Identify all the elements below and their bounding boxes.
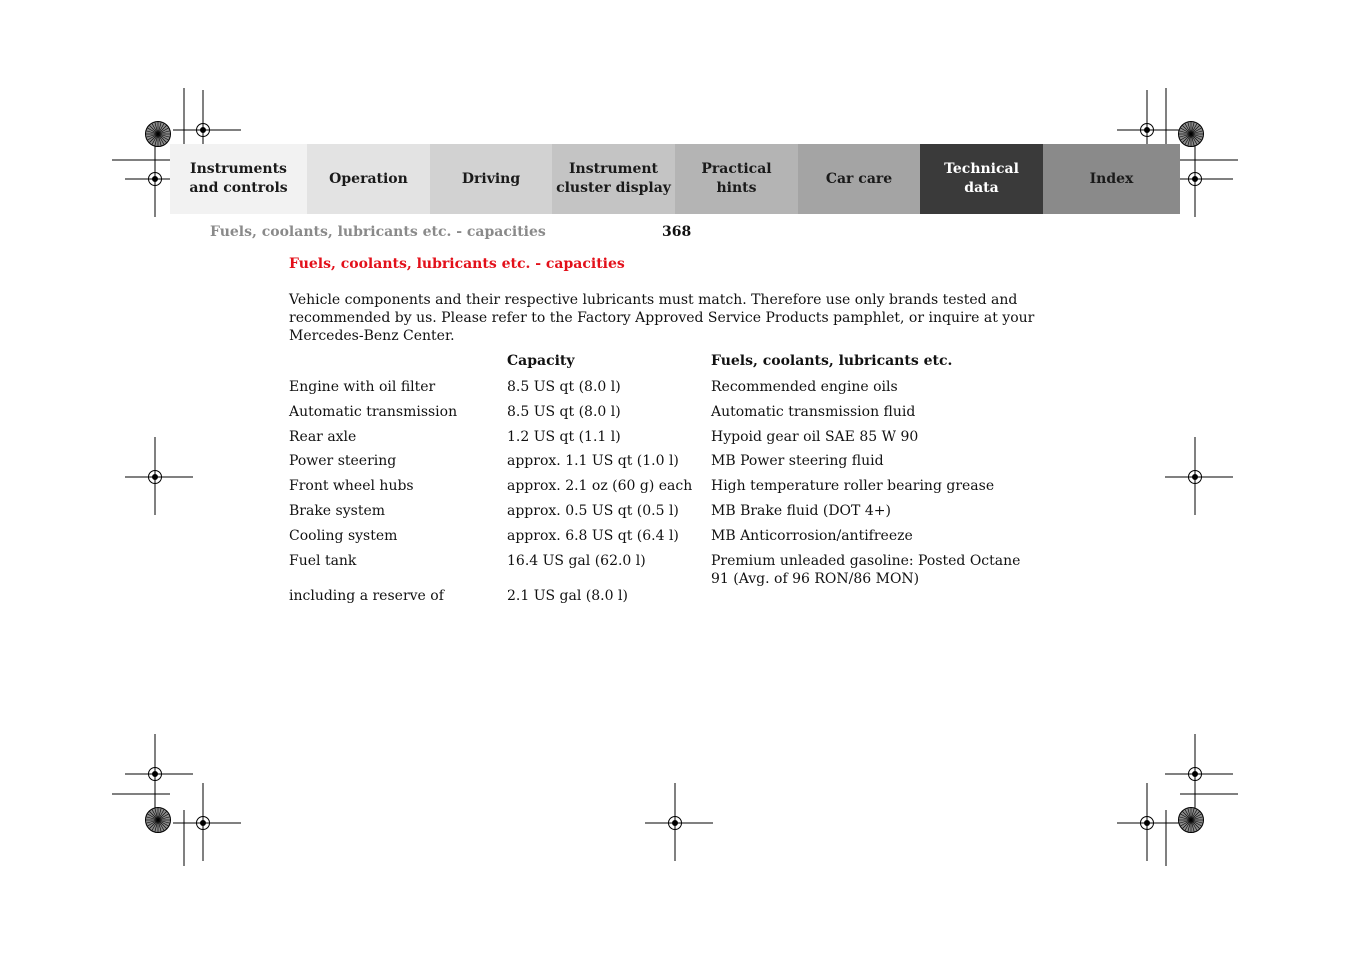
tab-index[interactable] [1043, 144, 1180, 214]
cell-component: including a reserve of [289, 588, 444, 604]
cell-fluid: High temperature roller bearing grease [711, 478, 995, 494]
tab-instrument-cluster-display[interactable] [552, 144, 675, 214]
cell-component: Brake system [289, 503, 386, 519]
cell-component: Rear axle [289, 429, 357, 445]
cell-capacity: 8.5 US qt (8.0 l) [507, 379, 621, 395]
cell-component: Front wheel hubs [289, 478, 414, 494]
cell-fluid: Recommended engine oils [711, 379, 898, 395]
cell-capacity: 2.1 US gal (8.0 l) [507, 588, 628, 604]
tab-label-line1: Operation [329, 170, 408, 187]
tab-label-line2: and controls [189, 180, 288, 196]
cell-fluid: MB Anticorrosion/antifreeze [711, 528, 913, 544]
cell-fluid: Automatic transmission fluid [711, 404, 916, 420]
page-number: 368 [662, 224, 692, 240]
running-header-title: Fuels, coolants, lubricants etc. - capacities [210, 224, 546, 240]
tab-operation[interactable] [307, 144, 430, 214]
tab-label-line1: Index [1089, 170, 1134, 187]
cell-fluid: Premium unleaded gasoline: Posted Octane 91 (Avg. of 96 RON/86 MON) [711, 553, 1021, 587]
column-header-fluid: Fuels, coolants, lubricants etc. [711, 353, 953, 369]
cell-capacity: approx. 1.1 US qt (1.0 l) [507, 453, 679, 469]
cell-capacity: 1.2 US qt (1.1 l) [507, 429, 621, 445]
cell-component: Fuel tank [289, 553, 357, 569]
tab-label-line1: Car care [825, 170, 893, 187]
cell-capacity: approx. 6.8 US qt (6.4 l) [507, 528, 679, 544]
cell-component: Cooling system [289, 528, 398, 544]
cell-capacity: approx. 2.1 oz (60 g) each [507, 478, 693, 494]
cell-component: Power steering [289, 453, 397, 469]
tab-practical-hints[interactable] [675, 144, 798, 214]
tab-driving[interactable] [430, 144, 552, 214]
cell-capacity: 16.4 US gal (62.0 l) [507, 553, 646, 569]
cell-fluid: MB Brake fluid (DOT 4+) [711, 503, 891, 519]
tab-label-line1: Technical [944, 161, 1019, 177]
cell-fluid: Hypoid gear oil SAE 85 W 90 [711, 429, 919, 445]
intro-paragraph: Vehicle components and their respective lubricants must match. Therefore use only brands tested and recommended by us. Please refer to the Factory Approved Service Products pamphlet, or inquire at your Mercedes-Benz Center. [289, 292, 1035, 344]
column-header-capacity: Capacity [507, 353, 575, 369]
cell-capacity: 8.5 US qt (8.0 l) [507, 404, 621, 420]
tab-instruments-and-controls[interactable] [170, 144, 307, 214]
tab-car-care[interactable] [798, 144, 920, 214]
tab-label-line2: data [964, 180, 999, 196]
tab-label-line1: Practical hints [701, 161, 772, 196]
tab-label-line2: cluster display [556, 180, 671, 196]
cell-fluid: MB Power steering fluid [711, 453, 884, 469]
tab-label-line1: Instrument [569, 161, 658, 177]
tab-technical-data[interactable] [920, 144, 1043, 214]
tab-label-line1: Instruments [190, 161, 287, 177]
chapter-tab-bar [170, 144, 1180, 214]
tab-label-line1: Driving [461, 170, 521, 187]
cell-component: Engine with oil filter [289, 379, 436, 395]
cell-component: Automatic transmission [289, 404, 458, 420]
cell-capacity: approx. 0.5 US qt (0.5 l) [507, 503, 679, 519]
section-title: Fuels, coolants, lubricants etc. - capacities [289, 256, 625, 272]
